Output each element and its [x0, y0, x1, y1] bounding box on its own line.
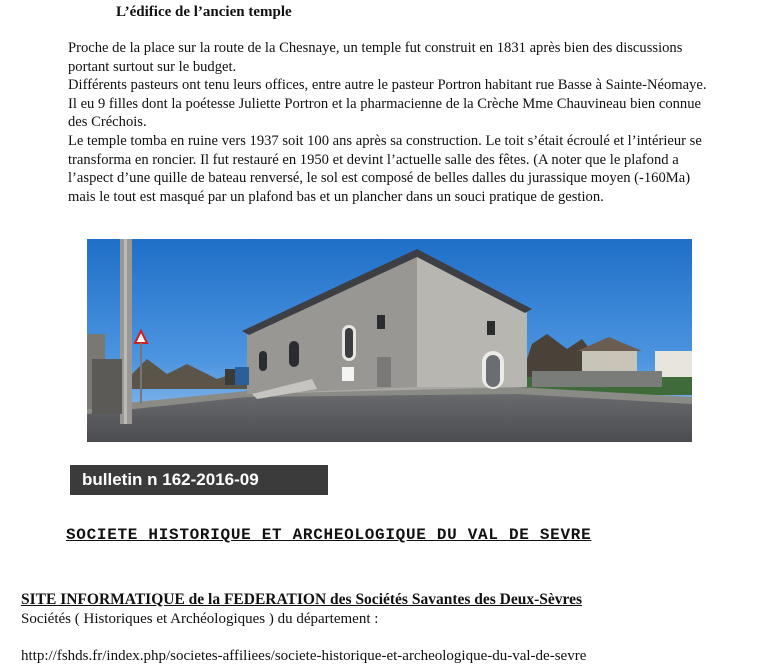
article-title: L’édifice de l’ancien temple [116, 4, 292, 20]
article-body [68, 39, 718, 206]
paragraph-ruin-restoration: Le temple tomba en ruine vers 1937 soit 100 ans après sa construction. Le toit s’était écroulé et l’intérieur se transforma en roncier. Il fut restauré en 1950 et devint l’actuelle salle des fêtes. (A noter que le plafond a l’aspect d’une quille de bateau renversé, le sol est composé de belles dalles du jurassique moyen (-160Ma) mais le tout est masqué par un plafond bas et un plancher dans un souci pratique de gestion. [68, 132, 702, 205]
paragraph-pastors: Différents pasteurs ont tenu leurs offices, entre autre le pasteur Portron habitant rue Basse à Sainte-Néomaye. Il eu 9 filles dont la poétesse Juliette Portron et la pharmacienne de la Crèche Mme Chauvineau bien connue des Créchois. [68, 77, 707, 131]
temple-panorama-photo [87, 239, 692, 442]
society-name: SOCIETE HISTORIQUE ET ARCHEOLOGIQUE DU VAL DE SEVRE [66, 526, 592, 544]
bulletin-label: bulletin n 162-2016-09 [70, 465, 328, 495]
temple-photo-illustration [87, 239, 692, 442]
site-subtitle: Sociétés ( Historiques et Archéologiques ) du département : [21, 611, 379, 627]
site-title: SITE INFORMATIQUE de la FEDERATION des Sociétés Savantes des Deux-Sèvres [21, 591, 583, 608]
site-url-link[interactable]: http://fshds.fr/index.php/societes-affiliees/societe-historique-et-archeologique-du-val-de-sevre [21, 648, 587, 664]
paragraph-construction: Proche de la place sur la route de la Chesnaye, un temple fut construit en 1831 après bien des discussions portant surtout sur le budget. [68, 40, 683, 75]
